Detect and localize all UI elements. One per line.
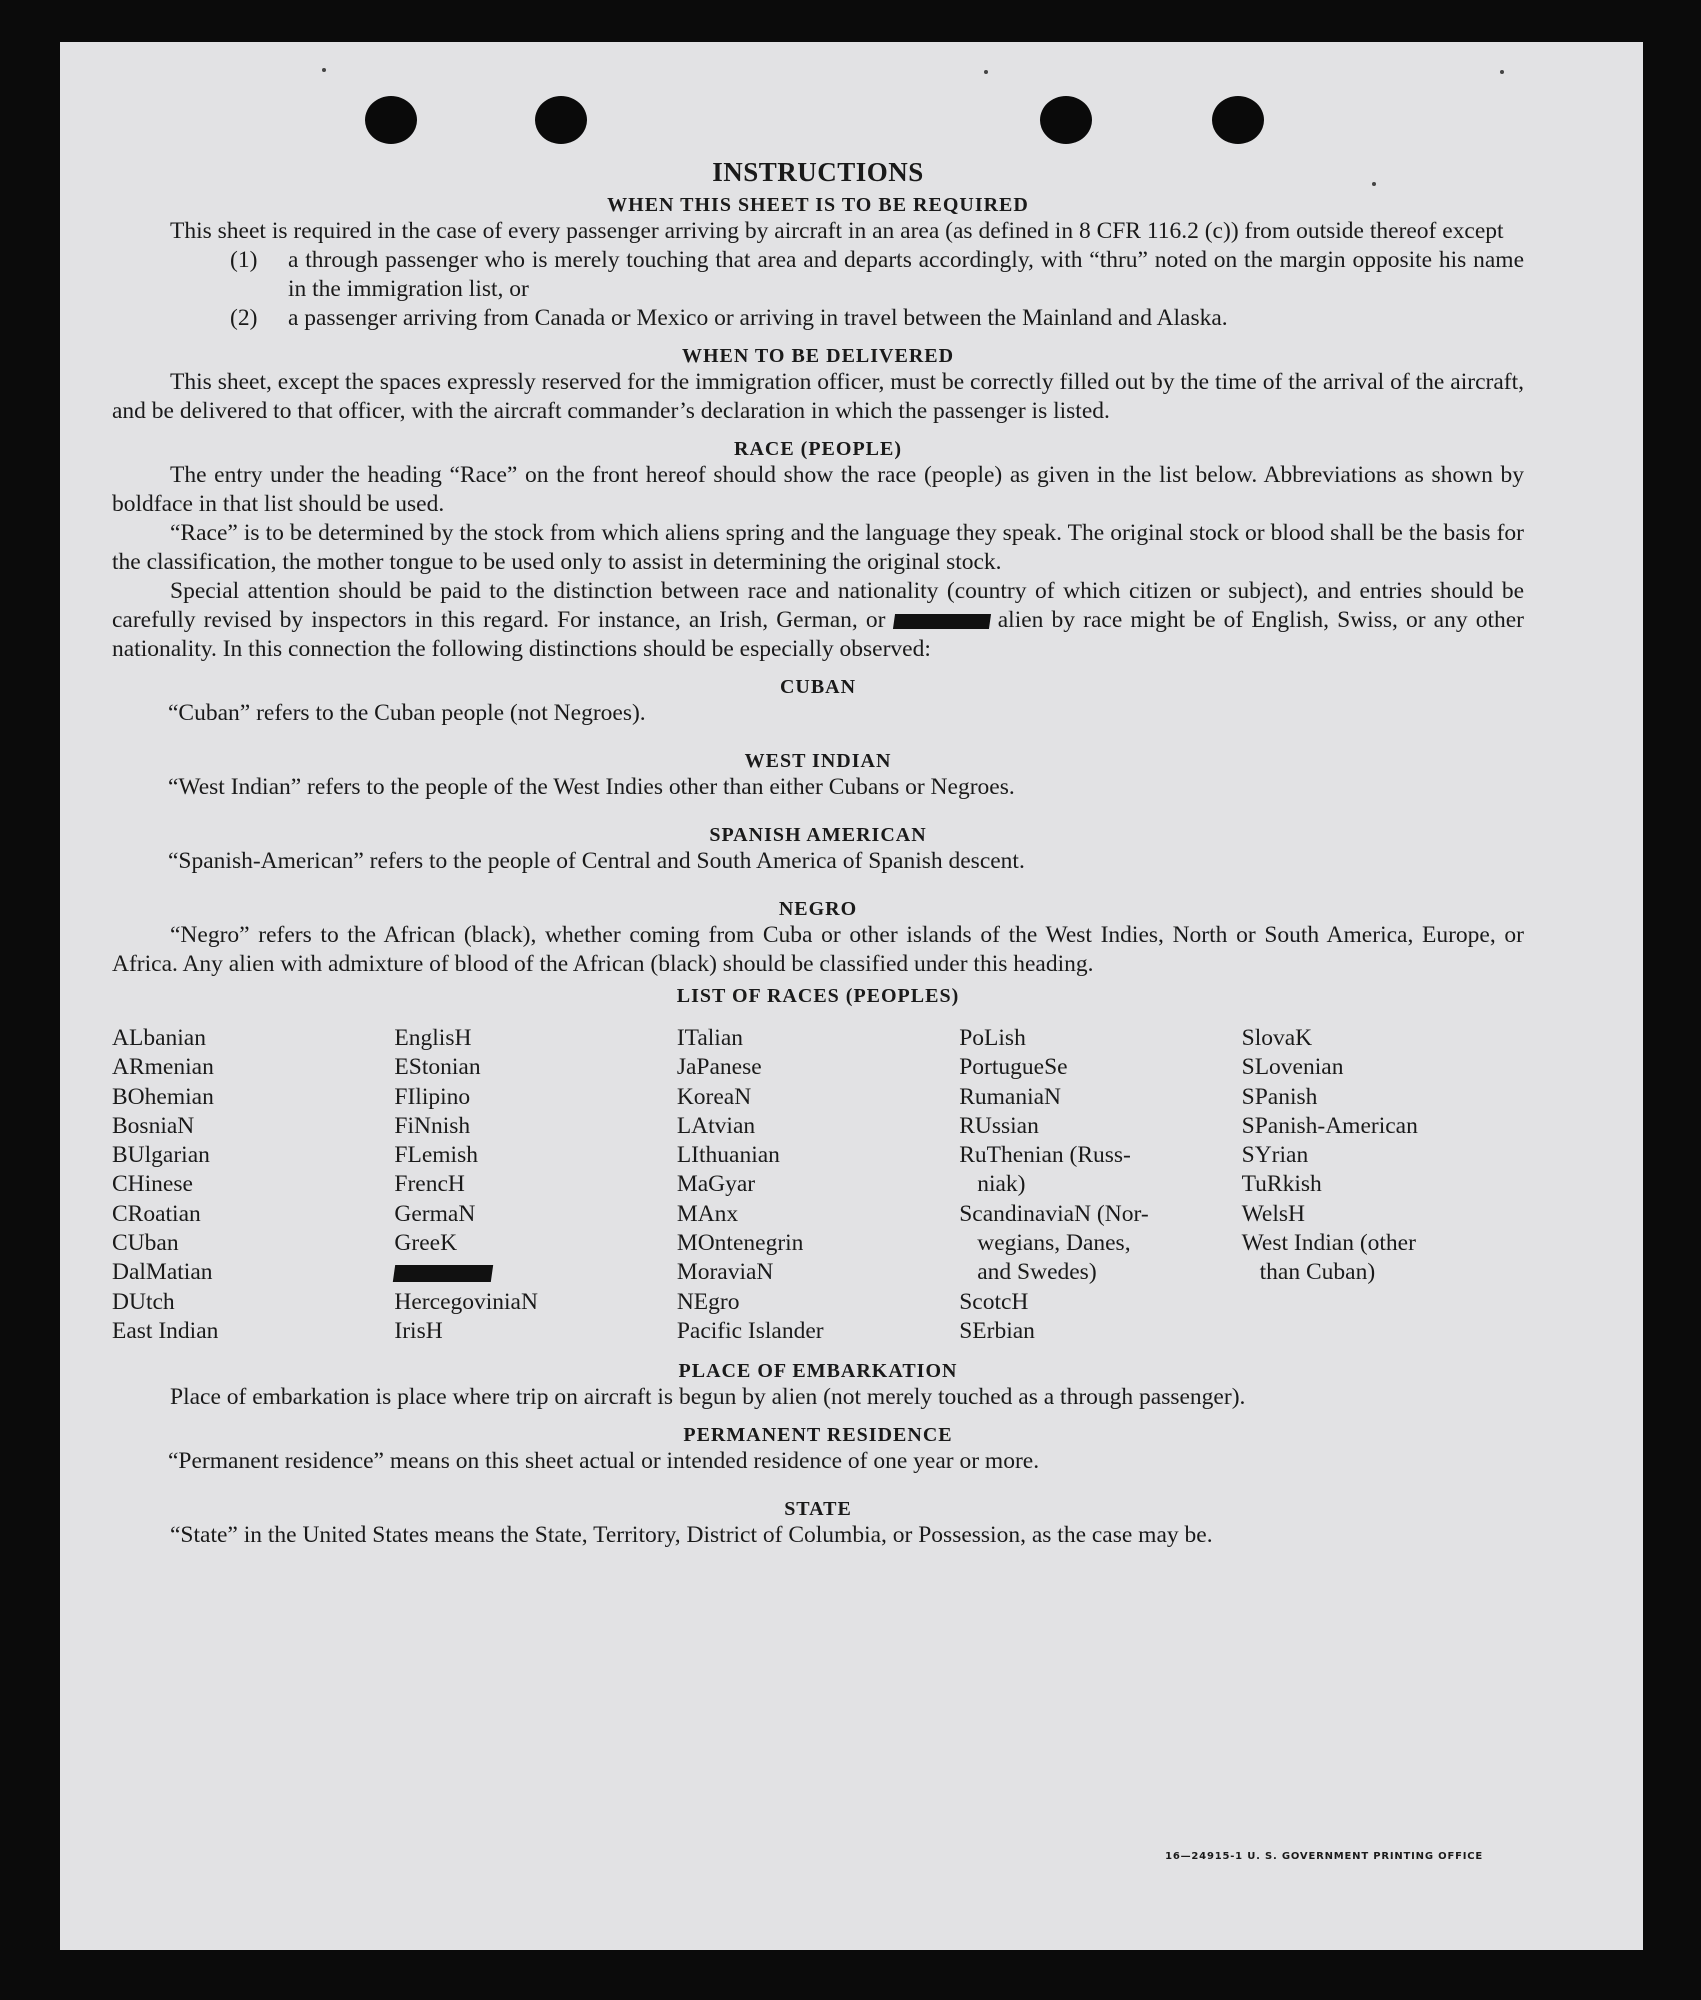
heading-cuban: CUBAN — [779, 676, 857, 698]
speck — [322, 68, 326, 72]
race-item: West Indian (other — [1241, 1230, 1416, 1257]
race-item: FrencH — [394, 1171, 465, 1198]
race-item: SErbian — [959, 1317, 1035, 1344]
race-paragraph-1: The entry under the heading “Race” on the front hereof should show the race (people) as given in the list below. Abbreviations as shown by boldface in that list should be used. — [112, 462, 1524, 517]
cuban-text: “Cuban” refers to the Cuban people (not Negroes). — [168, 700, 646, 726]
race-item: LAtvian — [676, 1112, 756, 1139]
race-item: HercegoviniaN — [394, 1288, 538, 1315]
race-item: IrisH — [394, 1317, 443, 1344]
race-column-4 — [959, 1024, 1241, 1346]
race-item: FiNnish — [394, 1112, 471, 1139]
redaction-mark — [893, 614, 991, 629]
speck — [1500, 70, 1504, 74]
race-item: ScotcH — [959, 1288, 1029, 1315]
race-item-continued: wegians, Danes, — [977, 1230, 1131, 1257]
state-text: “State” in the United States means the State, Territory, District of Columbia, or Possession, as the case may be. — [170, 1522, 1213, 1549]
heading-spanish-american: SPANISH AMERICAN — [709, 824, 927, 846]
race-item: MAnx — [676, 1200, 739, 1227]
race-item-continued: and Swedes) — [977, 1259, 1097, 1286]
race-paragraph-3a: Special attention should be paid to the distinction between race and nationality (country of which citizen or subject), and entries should be carefully revised by inspectors in this regard. For instance, an Irish, German, or — [112, 578, 1524, 633]
heading-delivered: WHEN TO BE DELIVERED — [681, 345, 955, 367]
race-item-redacted — [394, 1258, 676, 1287]
race-column-1 — [112, 1024, 394, 1346]
race-item: SYrian — [1241, 1142, 1309, 1169]
punch-hole — [365, 96, 417, 144]
race-item: LIthuanian — [676, 1142, 780, 1169]
heading-embarkation: PLACE OF EMBARKATION — [678, 1360, 958, 1383]
delivered-text: This sheet, except the spaces expressly reserved for the immigration officer, must be correctly filled out by the time of the arrival of the aircraft, and be delivered to that officer, with the aircraft commander’s declaration in which the passenger is listed. — [112, 369, 1524, 424]
exception-2-num: (2) — [230, 305, 258, 331]
page-title: INSTRUCTIONS — [712, 157, 924, 187]
speck — [984, 70, 988, 74]
punch-hole — [1040, 96, 1092, 144]
race-item: FLemish — [394, 1142, 478, 1169]
race-item: CUban — [112, 1230, 179, 1257]
race-item: ARmenian — [112, 1054, 214, 1081]
race-item: FIlipino — [394, 1083, 471, 1110]
race-item: DUtch — [112, 1288, 175, 1315]
embarkation-text: Place of embarkation is place where trip on aircraft is begun by alien (not merely touched as a through passenger). — [170, 1384, 1246, 1411]
race-column-5 — [1242, 1024, 1524, 1346]
negro-text: “Negro” refers to the African (black), whether coming from Cuba or other islands of the West Indies, North or South America, Europe, or Africa. Any alien with admixture of blood of the African (black) should be classified under this heading. — [112, 922, 1524, 977]
required-intro: This sheet is required in the case of every passenger arriving by aircraft in an area (as defined in 8 CFR 116.2 (c)) from outside thereof except — [170, 218, 1504, 244]
heading-list-of-races: LIST OF RACES (PEOPLES) — [676, 985, 960, 1007]
west-indian-text: “West Indian” refers to the people of the West Indies other than either Cubans or Negroes. — [168, 774, 1015, 800]
exception-2 — [230, 304, 1524, 333]
exception-2-text: a passenger arriving from Canada or Mexico or arriving in travel between the Mainland and Alaska. — [288, 305, 1228, 331]
race-item: Pacific Islander — [676, 1317, 824, 1344]
race-item: GreeK — [394, 1230, 458, 1257]
race-item: GermaN — [394, 1200, 476, 1227]
race-item: CRoatian — [112, 1200, 201, 1227]
race-item: ALbanian — [112, 1025, 206, 1051]
race-item: TuRkish — [1241, 1171, 1322, 1198]
race-item: BUlgarian — [112, 1142, 210, 1169]
race-item: RUssian — [959, 1112, 1039, 1139]
race-item: KoreaN — [676, 1083, 752, 1110]
race-item: PortugueSe — [959, 1054, 1068, 1081]
exception-1-num: (1) — [230, 247, 258, 273]
printer-imprint: 16—24915-1 U. S. GOVERNMENT PRINTING OFFICE — [1165, 1851, 1483, 1862]
heading-required: WHEN THIS SHEET IS TO BE REQUIRED — [607, 194, 1029, 216]
race-item: MaGyar — [676, 1171, 756, 1198]
race-item: SPanish-American — [1241, 1112, 1418, 1139]
race-item: ScandinaviaN (Nor- — [959, 1200, 1149, 1227]
heading-state: STATE — [784, 1498, 852, 1521]
race-paragraph-2: “Race” is to be determined by the stock from which aliens spring and the language they speak. The original stock or blood shall be the basis for the classification, the mother tongue to be used only to assist in determining the original stock. — [112, 520, 1524, 575]
race-list — [112, 1024, 1524, 1346]
heading-west-indian: WEST INDIAN — [744, 750, 892, 772]
race-column-2 — [394, 1024, 676, 1346]
punch-hole — [535, 96, 587, 144]
race-item: BosniaN — [112, 1112, 195, 1139]
exception-1-text: a through passenger who is merely touching that area and departs accordingly, with “thru” noted on the margin opposite his name in the immigration list, or — [288, 247, 1524, 302]
race-item: DalMatian — [112, 1259, 213, 1286]
race-item: RuThenian (Russ- — [959, 1142, 1131, 1169]
heading-negro: NEGRO — [778, 898, 858, 920]
race-item: ITalian — [676, 1025, 744, 1051]
race-item: EnglisH — [394, 1025, 472, 1051]
document-body — [112, 157, 1524, 1550]
race-item: NEgro — [676, 1288, 740, 1315]
race-item: WelsH — [1241, 1200, 1305, 1227]
race-item: SPanish — [1241, 1083, 1318, 1110]
race-item: MoraviaN — [676, 1259, 774, 1286]
punch-hole — [1212, 96, 1264, 144]
race-item-continued: niak) — [977, 1171, 1026, 1198]
race-item: CHinese — [112, 1171, 193, 1198]
heading-residence: PERMANENT RESIDENCE — [683, 1424, 953, 1447]
race-item: EStonian — [394, 1054, 481, 1081]
instruction-sheet — [60, 42, 1643, 1950]
heading-race: RACE (PEOPLE) — [734, 438, 902, 460]
race-column-3 — [677, 1024, 959, 1346]
race-item: RumaniaN — [959, 1083, 1062, 1110]
race-item: MOntenegrin — [676, 1230, 804, 1257]
redaction-mark — [393, 1265, 493, 1282]
race-item: PoLish — [959, 1025, 1026, 1051]
residence-text: “Permanent residence” means on this sheet actual or intended residence of one year or more. — [168, 1448, 1040, 1475]
race-item: SLovenian — [1241, 1054, 1344, 1081]
race-item: BOhemian — [112, 1083, 214, 1110]
race-paragraph-3 — [112, 577, 1524, 664]
race-paragraph-3b: alien by race might be of English, Swiss, or any other nationality. In this connection the following distinctions should be especially observed: — [112, 607, 1525, 662]
race-item: East Indian — [112, 1317, 219, 1344]
exception-1 — [230, 246, 1524, 304]
race-item-continued: than Cuban) — [1259, 1259, 1376, 1286]
spanish-american-text: “Spanish-American” refers to the people of Central and South America of Spanish descent. — [168, 848, 1025, 874]
race-item: JaPanese — [676, 1054, 762, 1081]
race-item: SlovaK — [1241, 1025, 1313, 1051]
